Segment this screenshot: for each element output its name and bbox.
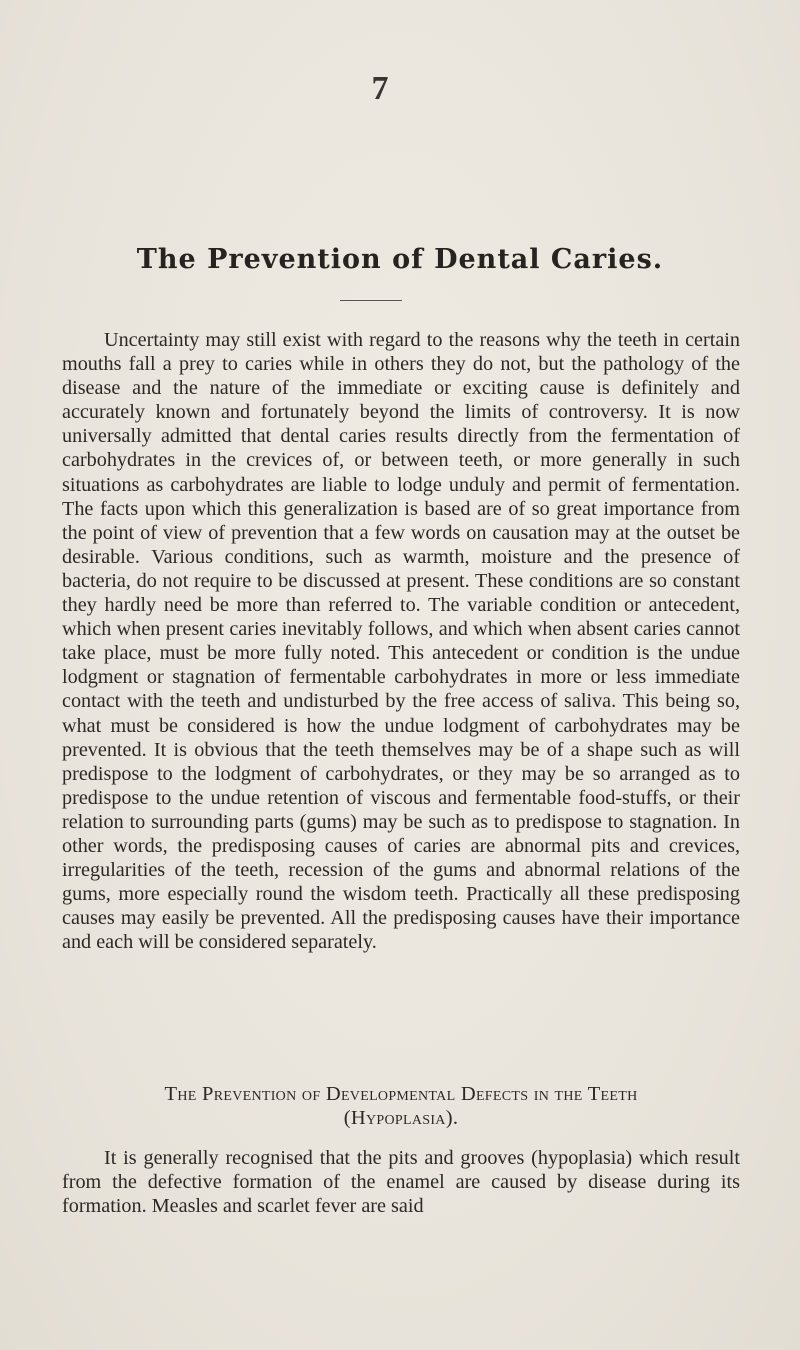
intro-paragraph: Uncertainty may still exist with regard to the reasons why the teeth in certain mouths fall a prey to caries while in others they do not, but the pathology of the disease and the nature of the immediate or exciting cause is definitely and accurately known and fortunately beyond the limits of controversy. It is now universally admitted that dental caries results directly from the fermentation of carbohydrates in the crevices of, or between teeth, or more generally in such situations as carbohydrates are liable to lodge unduly and permit of fermentation. The facts upon which this generalization is based are of so great importance from the point of view of prevention that a few words on causation may at the outset be desirable. Various conditions, such as warmth, moisture and the presence of bacteria, do not require to be discussed at present. These conditions are so constant they hardly need be more than referred to. The variable condition or antecedent, which when present caries inevitably follows, and which when absent caries cannot take place, must be more fully noted. This antecedent or condition is the undue lodgment or stagnation of fermentable carbohydrates in more or less immediate contact with the teeth and undisturbed by the free access of saliva. This being so, what must be considered is how the undue lodgment of carbohydrates may be prevented. It is obvious that the teeth themselves may be of a shape such as will predispose to the lodgment of carbohydrates, or they may be so arranged as to predispose to the undue retention of viscous and fermentable food-stuffs, or their relation to surrounding parts (gums) may be such as to predispose to stagnation. In other words, the predisposing causes of caries are abnormal pits and crevices, irregularities of the teeth, recession of the gums and abnormal relations of the gums, more especially round the wisdom teeth. Practically all these predisposing causes may easily be prevented. All the predisposing causes have their importance and each will be considered separately. bbox=[62, 329, 740, 954]
section-heading-line-1: The Prevention of Developmental Defects in the Teeth bbox=[164, 1083, 638, 1105]
section-heading bbox=[62, 1082, 740, 1130]
intro-section bbox=[62, 328, 740, 954]
hypoplasia-paragraph: It is generally recognised that the pits and grooves (hypoplasia) which result from the defective formation of the enamel are caused by disease during its formation. Measles and scarlet fever are said bbox=[62, 1147, 740, 1218]
title-divider bbox=[340, 300, 402, 301]
hypoplasia-section bbox=[62, 1146, 740, 1218]
page-number: 7 bbox=[371, 70, 389, 107]
page-title: The Prevention of Dental Caries. bbox=[136, 244, 664, 275]
section-heading-line-2: (Hypoplasia). bbox=[343, 1107, 459, 1129]
